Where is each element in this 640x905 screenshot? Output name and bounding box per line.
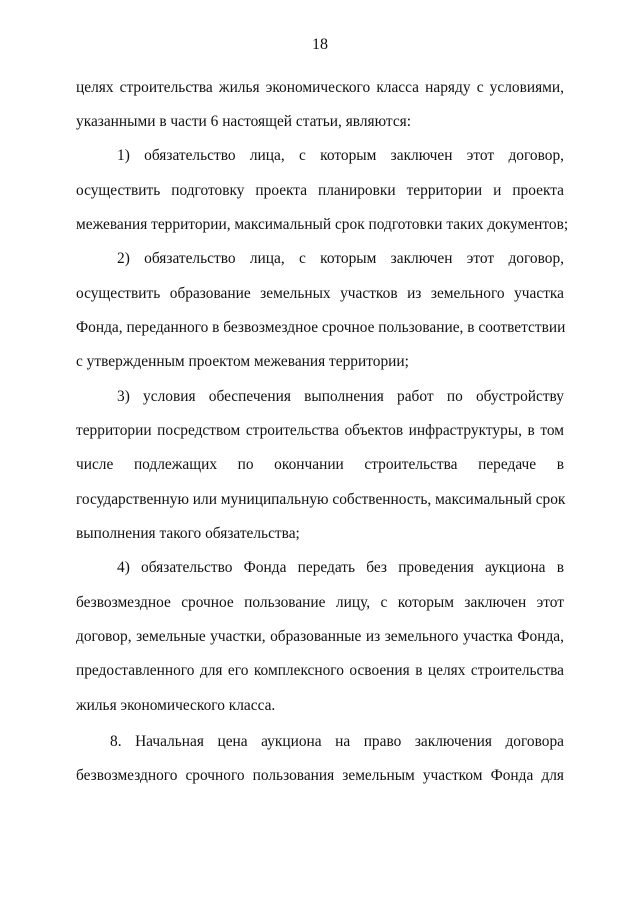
text-line: 8. Начальная цена аукциона на право заключения договора — [110, 733, 564, 750]
text-line: с утвержденным проектом межевания территории; — [76, 353, 409, 370]
text-line: жилья экономического класса. — [76, 697, 276, 714]
text-line: числе подлежащих по окончании строительства передаче в — [76, 456, 564, 473]
text-line: осуществить подготовку проекта планировки территории и проекта — [76, 182, 564, 199]
text-line: 4) обязательство Фонда передать без проведения аукциона в — [117, 559, 564, 576]
page-number: 18 — [312, 36, 328, 53]
text-line: выполнения такого обязательства; — [76, 525, 300, 542]
text-line: территории посредством строительства объектов инфраструктуры, в том — [76, 422, 564, 439]
text-line: безвозмездного срочного пользования земельным участком Фонда для — [76, 767, 564, 784]
text-line: безвозмездное срочное пользование лицу, с которым заключен этот — [76, 594, 564, 611]
text-line: целях строительства жилья экономического класса наряду с условиями, — [76, 79, 564, 96]
text-line: договор, земельные участки, образованные из земельного участка Фонда, — [76, 628, 564, 645]
text-line: предоставленного для его комплексного освоения в целях строительства — [76, 662, 564, 679]
text-line: 1) обязательство лица, с которым заключен этот договор, — [117, 147, 564, 164]
text-line: указанными в части 6 настоящей статьи, являются: — [76, 113, 412, 130]
text-line: осуществить образование земельных участков из земельного участка — [76, 285, 564, 302]
text-line: 2) обязательство лица, с которым заключен этот договор, — [117, 250, 564, 267]
text-line: 3) условия обеспечения выполнения работ по обустройству — [117, 388, 564, 405]
text-line: Фонда, переданного в безвозмездное срочное пользование, в соответствии — [76, 319, 566, 336]
text-line: межевания территории, максимальный срок подготовки таких документов; — [76, 216, 569, 233]
text-line: государственную или муниципальную собственность, максимальный срок — [76, 491, 566, 508]
